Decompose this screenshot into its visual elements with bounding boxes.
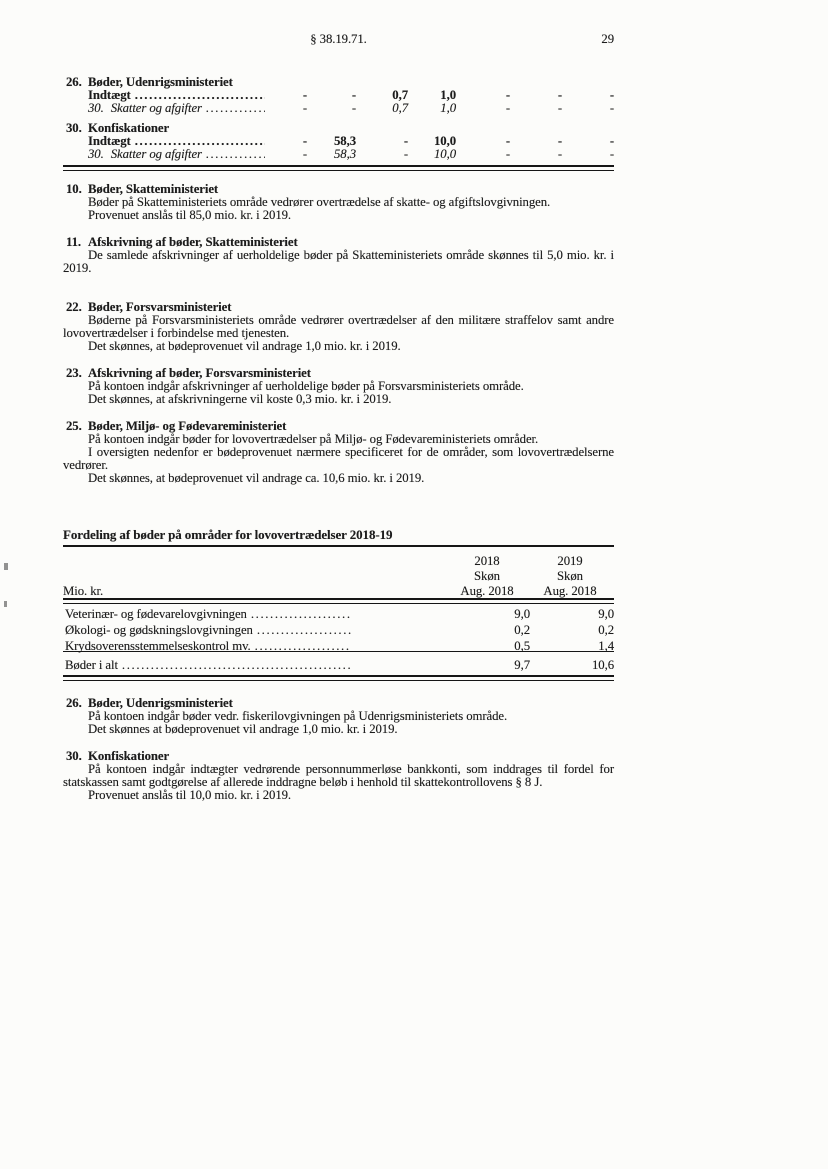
- page-number: 29: [601, 32, 614, 46]
- column-estimate-label: Skøn: [474, 569, 500, 583]
- dot-leader: [206, 102, 265, 115]
- section-paragraph: Det skønnes, at afskrivningerne vil koste 0,3 mio. kr. i 2019.: [88, 392, 392, 406]
- table-cell: -: [557, 134, 562, 148]
- section-23-afskrivning-forsvarsministeriet: [63, 367, 614, 406]
- section-paragraph: Det skønnes at bødeprovenuet vil andrage 1,0 mio. kr. i 2019.: [88, 722, 398, 736]
- title-rule: [63, 545, 614, 547]
- table-cell: -: [351, 88, 356, 102]
- section-11-afskrivning-skatteministeriet: [63, 236, 614, 275]
- table-cell: 9,0: [514, 607, 530, 621]
- table-cell: -: [557, 88, 562, 102]
- section-number: 11.: [66, 235, 81, 249]
- column-estimate-date: Aug. 2018: [543, 584, 597, 598]
- table-cell: -: [505, 146, 510, 161]
- table-cell: -: [609, 88, 614, 102]
- total-separator-rule: [63, 651, 614, 652]
- table-row: [63, 135, 614, 148]
- account-title: Bøder, Udenrigsministeriet: [88, 75, 233, 89]
- row-label-text: Økologi- og gødskningslovgivningen: [65, 623, 253, 637]
- notes-sections-bottom: [63, 697, 614, 802]
- account-title: Konfiskationer: [88, 121, 170, 135]
- table-cell: -: [351, 100, 356, 115]
- table-cell: 9,7: [514, 658, 530, 672]
- row-label-text: Veterinær- og fødevarelovgivningen: [65, 607, 247, 621]
- table-cell: 1,0: [440, 88, 456, 102]
- table-cell: -: [609, 100, 614, 115]
- table-cell: 0,2: [514, 623, 530, 637]
- table-bottom-rule: [63, 165, 614, 171]
- table-cell: -: [609, 146, 614, 161]
- section-number: 10.: [66, 182, 82, 196]
- row-label-text: Skatter og afgifter: [110, 100, 202, 115]
- table-cell: 10,0: [434, 134, 456, 148]
- section-paragraph: Det skønnes, at bødeprovenuet vil andrage 1,0 mio. kr. i 2019.: [88, 339, 401, 353]
- table-group-heading: [63, 76, 614, 89]
- table-cell: -: [505, 100, 510, 115]
- unit-label: Mio. kr.: [63, 584, 104, 598]
- table-cell: -: [557, 100, 562, 115]
- section-paragraph: På kontoen indgår indtægter vedrørende personnummerløse bankkonti, som inddrages til fordel for statskassen samt godtgørelse af allerede inddragne beløb i henhold til skattekontrollovens § 8 J.: [63, 762, 614, 789]
- section-title: Bøder, Skatteministeriet: [88, 182, 219, 196]
- section-paragraph: Bøderne på Forsvarsministeriets område vedrører overtrædelser af den militære straffelov samt andre lovovertrædelser i forbindelse med tjenesten.: [63, 313, 614, 340]
- section-paragraph: Provenuet anslås til 10,0 mio. kr. i 2019.: [88, 788, 292, 802]
- fordeling-table-body: [63, 606, 614, 654]
- budget-figures-table: [63, 76, 614, 171]
- section-paragraph: I oversigten nedenfor er bødeprovenuet nærmere specificeret for de områder, som lovovertrædelserne vedrører.: [63, 445, 614, 472]
- dot-leader: [257, 622, 351, 638]
- row-label-text: Indtægt: [88, 88, 131, 102]
- table-cell: -: [609, 134, 614, 148]
- dot-leader: [122, 657, 351, 673]
- table-cell: -: [403, 146, 408, 161]
- column-estimate-label: Skøn: [557, 569, 583, 583]
- dot-leader: [135, 135, 265, 148]
- row-label: [88, 135, 265, 148]
- section-22-boeder-forsvarsministeriet: [63, 301, 614, 353]
- table-cell: -: [505, 88, 510, 102]
- row-label: [88, 89, 265, 102]
- section-25-boeder-miljoe-foedevareministeriet: [63, 420, 614, 485]
- row-label-text: Bøder i alt: [65, 658, 118, 672]
- table-cell: -: [403, 134, 408, 148]
- account-number: 26.: [66, 75, 82, 89]
- table-cell: 9,0: [598, 607, 614, 621]
- section-paragraph: På kontoen indgår afskrivninger af uerholdelige bøder på Forsvarsministeriets område.: [88, 379, 524, 393]
- table-cell: 0,5: [514, 639, 530, 653]
- table-cell: -: [557, 146, 562, 161]
- section-title: Bøder, Forsvarsministeriet: [88, 300, 232, 314]
- section-paragraph: Det skønnes, at bødeprovenuet vil andrage ca. 10,6 mio. kr. i 2019.: [88, 471, 425, 485]
- section-26-boeder-udenrigsministeriet: [63, 697, 614, 736]
- table-row: [63, 89, 614, 102]
- table-cell: 58,3: [334, 146, 356, 161]
- table-cell: 10,0: [434, 146, 456, 161]
- column-estimate-date: Aug. 2018: [460, 584, 514, 598]
- section-title: Bøder, Udenrigsministeriet: [88, 696, 233, 710]
- row-label: [65, 657, 351, 673]
- table-cell: -: [302, 100, 307, 115]
- row-label-text: Skatter og afgifter: [110, 146, 202, 161]
- table-cell: -: [302, 88, 307, 102]
- dot-leader: [251, 606, 351, 622]
- subaccount-number: 30.: [88, 146, 104, 161]
- dot-leader: [206, 148, 265, 161]
- table-cell: -: [302, 146, 307, 161]
- table-cell: 0,2: [598, 623, 614, 637]
- table-group-boeder-udenrigsministeriet: [63, 76, 614, 114]
- section-paragraph: Provenuet anslås til 85,0 mio. kr. i 2019.: [88, 208, 292, 222]
- table-cell: 1,0: [440, 100, 456, 115]
- section-number: 26.: [66, 696, 82, 710]
- table-cell: 0,7: [392, 100, 408, 115]
- notes-sections: [63, 183, 614, 485]
- section-paragraph: De samlede afskrivninger af uerholdelige bøder på Skatteministeriets område skønnes til 5,0 mio. kr. i 2019.: [63, 248, 614, 275]
- section-title: Afskrivning af bøder, Forsvarsministeriet: [88, 366, 311, 380]
- section-number: 30.: [66, 749, 82, 763]
- header-rule: [63, 598, 614, 604]
- table-cell: 58,3: [334, 134, 356, 148]
- row-label: [88, 148, 265, 161]
- table-row: [63, 622, 614, 638]
- table-subrow: [63, 102, 614, 115]
- column-year: 2018: [474, 554, 500, 568]
- subaccount-number: 30.: [88, 100, 104, 115]
- table-group-konfiskationer: [63, 122, 614, 160]
- table-cell: 10,6: [592, 658, 614, 672]
- row-label-text: Krydsoverensstemmelseskontrol mv.: [65, 639, 251, 653]
- table-subrow: [63, 148, 614, 161]
- account-number: 30.: [66, 121, 82, 135]
- dot-leader: [135, 89, 265, 102]
- section-paragraph: På kontoen indgår bøder for lovovertrædelser på Miljø- og Fødevareministeriets områder.: [88, 432, 539, 446]
- row-label: [65, 622, 351, 638]
- scan-artifact: [4, 563, 8, 570]
- row-label-text: Indtægt: [88, 134, 131, 148]
- scan-artifact: [4, 601, 7, 607]
- table-cell: -: [505, 134, 510, 148]
- section-number: 25.: [66, 419, 82, 433]
- table-cell: 1,4: [598, 639, 614, 653]
- table-bottom-rule: [63, 675, 614, 681]
- section-title: Konfiskationer: [88, 749, 170, 763]
- section-paragraph: På kontoen indgår bøder vedr. fiskerilovgivningen på Udenrigsministeriets område.: [88, 709, 508, 723]
- document-section-reference: § 38.19.71.: [310, 32, 367, 46]
- section-title: Afskrivning af bøder, Skatteministeriet: [88, 235, 298, 249]
- fordeling-table: [63, 527, 614, 672]
- row-label: [88, 102, 265, 115]
- table-cell: -: [302, 134, 307, 148]
- table-row: [63, 606, 614, 622]
- section-paragraph: Bøder på Skatteministeriets område vedrører overtrædelse af skatte- og afgiftslovgivningen.: [88, 195, 551, 209]
- section-10-boeder-skatteministeriet: [63, 183, 614, 222]
- section-30-konfiskationer: [63, 750, 614, 802]
- section-number: 23.: [66, 366, 82, 380]
- total-row: [63, 657, 614, 673]
- table-cell: 0,7: [392, 88, 408, 102]
- row-label: [65, 606, 351, 622]
- page-header: [63, 32, 614, 46]
- section-number: 22.: [66, 300, 82, 314]
- fordeling-table-title: Fordeling af bøder på områder for lovovertrædelser 2018-19: [63, 527, 393, 542]
- section-title: Bøder, Miljø- og Fødevareministeriet: [88, 419, 287, 433]
- column-year: 2019: [557, 554, 583, 568]
- column-header-2019: [528, 554, 612, 599]
- column-header-2018: [445, 554, 529, 599]
